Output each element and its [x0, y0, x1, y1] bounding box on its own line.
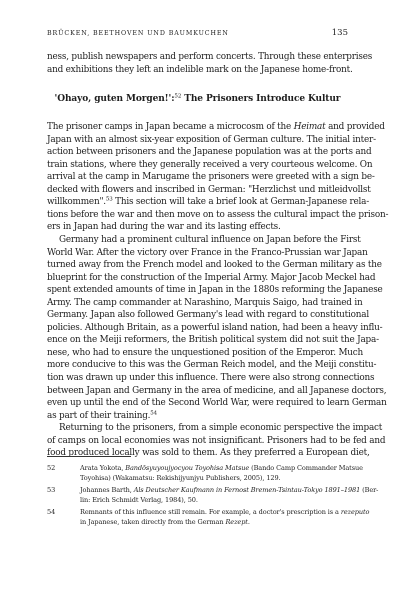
text-line: tion was drawn up under this influence. There were also strong connections — [47, 373, 375, 384]
text-run: and provided — [325, 122, 385, 133]
footnote-54 — [47, 508, 370, 528]
footnote-line — [80, 486, 379, 496]
footnote-line — [80, 508, 370, 518]
italic-title: Als Deutscher Kaufmann in Fernost Bremen-Tsintau-Tokyo 1891–1981 — [133, 486, 361, 495]
text-run: in Japanese, taken directly from the German — [80, 518, 226, 527]
paragraph — [47, 234, 387, 422]
text-line: spent extended amounts of time in Japan in the 1880s reforming the Japanese — [47, 285, 383, 296]
text-line: and exhibitions they left an indelible mark on the Japanese home-front. — [47, 64, 353, 75]
section-heading — [47, 93, 348, 105]
running-head-title: BRÜCKEN, BEETHOVEN UND BAUMKUCHEN — [47, 30, 229, 37]
text-line: Germany had a prominent cultural influence on Japan before the First — [59, 235, 361, 246]
italic-term: rezeputo — [340, 508, 370, 517]
text-line: even up until the end of the Second World War, were required to learn German — [47, 398, 387, 409]
footnote-line — [80, 518, 348, 528]
text-run: Arata Yokota, — [80, 464, 126, 472]
text-line — [47, 121, 385, 134]
page-number: 135 — [331, 28, 348, 38]
text-line: nese, who had to ensure the unquestioned position of the Emperor. Much — [47, 347, 364, 358]
footnote-reference: 54 — [150, 410, 157, 417]
text-line: ness, publish newspapers and perform concerts. Through these enterprises — [47, 52, 373, 62]
text-line: between Japan and Germany in the area of medicine, and all Japanese doctors, — [47, 385, 387, 396]
text-run: . — [247, 518, 250, 527]
text-line: arrival at the camp in Marugame the prisoners were greeted with a sign be- — [47, 172, 375, 183]
text-line: Returning to the prisoners, from a simple economic perspective the impact — [59, 423, 383, 434]
text-line: blueprint for the construction of the Imperial Army. Major Jacob Meckel had — [47, 272, 376, 283]
text-line — [47, 410, 348, 423]
text-line: decked with flowers and inscribed in German: "Herzlichst und mitleidvollst — [47, 184, 371, 195]
footnote-number: 53 — [47, 486, 56, 495]
text-line: more conducive to this was the German Reich model, and the Meiji constitu- — [47, 360, 377, 371]
footnote-53 — [47, 486, 379, 506]
text-line: of camps on local economies was not insignificant. Prisoners had to be fed and — [47, 435, 386, 446]
running-head — [47, 28, 348, 40]
footnote-line: Toyohisa) (Wakamatsu: Rekishijyunjyu Publishers, 2005), 129. — [80, 473, 281, 482]
footnote-reference: 52 — [174, 93, 182, 100]
text-line: action between prisoners and the Japanese population was at the ports and — [47, 147, 372, 158]
text-line: Germany. Japan also followed Germany's lead with regard to constitutional — [47, 310, 369, 321]
footnote-52 — [47, 464, 363, 484]
text-line: ers in Japan had during the war and its lasting effects. — [47, 222, 281, 233]
text-line: policies. Although Britain, as a powerful island nation, had been a heavy influ- — [47, 322, 383, 333]
text-run: willkommen". — [47, 197, 106, 208]
italic-title: Bandōsyuyoujyocyou Toyohisa Matsue — [125, 464, 250, 472]
paragraph — [47, 121, 389, 234]
text-line: Japan with an almost six-year exposition of German culture. The initial inter- — [47, 134, 376, 145]
text-run: as part of their training. — [47, 410, 151, 421]
paragraph — [47, 422, 386, 460]
text-line: food produced locally was sold to them. As they preferred a European diet, — [47, 448, 370, 459]
body-text — [47, 51, 389, 460]
text-run: Remnants of this influence still remain. For example, a doctor's prescription is a — [80, 508, 341, 517]
text-run: The prisoner camps in Japan became a microcosm of the — [47, 122, 294, 133]
text-line: train stations, where they generally received a very courteous welcome. On — [47, 159, 373, 170]
italic-term: Rezept — [225, 518, 248, 527]
text-line — [47, 196, 370, 209]
section-heading-subtitle: The Prisoners Introduce Kultur — [181, 94, 341, 105]
text-run: (Bando Camp Commander Matsue — [249, 464, 363, 472]
text-line: turned away from the French model and looked to the German military as the — [47, 260, 382, 271]
footnote-line: lin: Erich Schmidt Verlag, 1984), 50. — [80, 495, 198, 504]
italic-term: Heimat — [293, 122, 326, 133]
text-run: This section will take a brief look at German-Japanese rela- — [112, 197, 370, 208]
footnote-line — [80, 464, 363, 474]
footnote-number: 54 — [47, 508, 56, 517]
footnote-divider — [47, 456, 131, 457]
section-heading-title: 'Ohayo, guten Morgen!': — [54, 94, 175, 105]
footnotes — [47, 464, 379, 531]
text-run: (Ber- — [360, 486, 379, 495]
opening-paragraph — [47, 51, 373, 76]
text-line: tions before the war and then move on to assess the cultural impact the prison- — [47, 209, 389, 220]
text-line: ence on the Meiji reformers, the British political system did not suit the Japa- — [47, 335, 379, 346]
footnote-number: 52 — [47, 464, 56, 472]
text-run: Johannes Barth, — [80, 486, 134, 495]
text-line: World War. After the victory over France in the Franco-Prussian war Japan — [47, 247, 368, 258]
text-line: Army. The camp commander at Narashino, Marquis Saigo, had trained in — [47, 297, 363, 308]
footnote-reference: 53 — [105, 196, 113, 203]
